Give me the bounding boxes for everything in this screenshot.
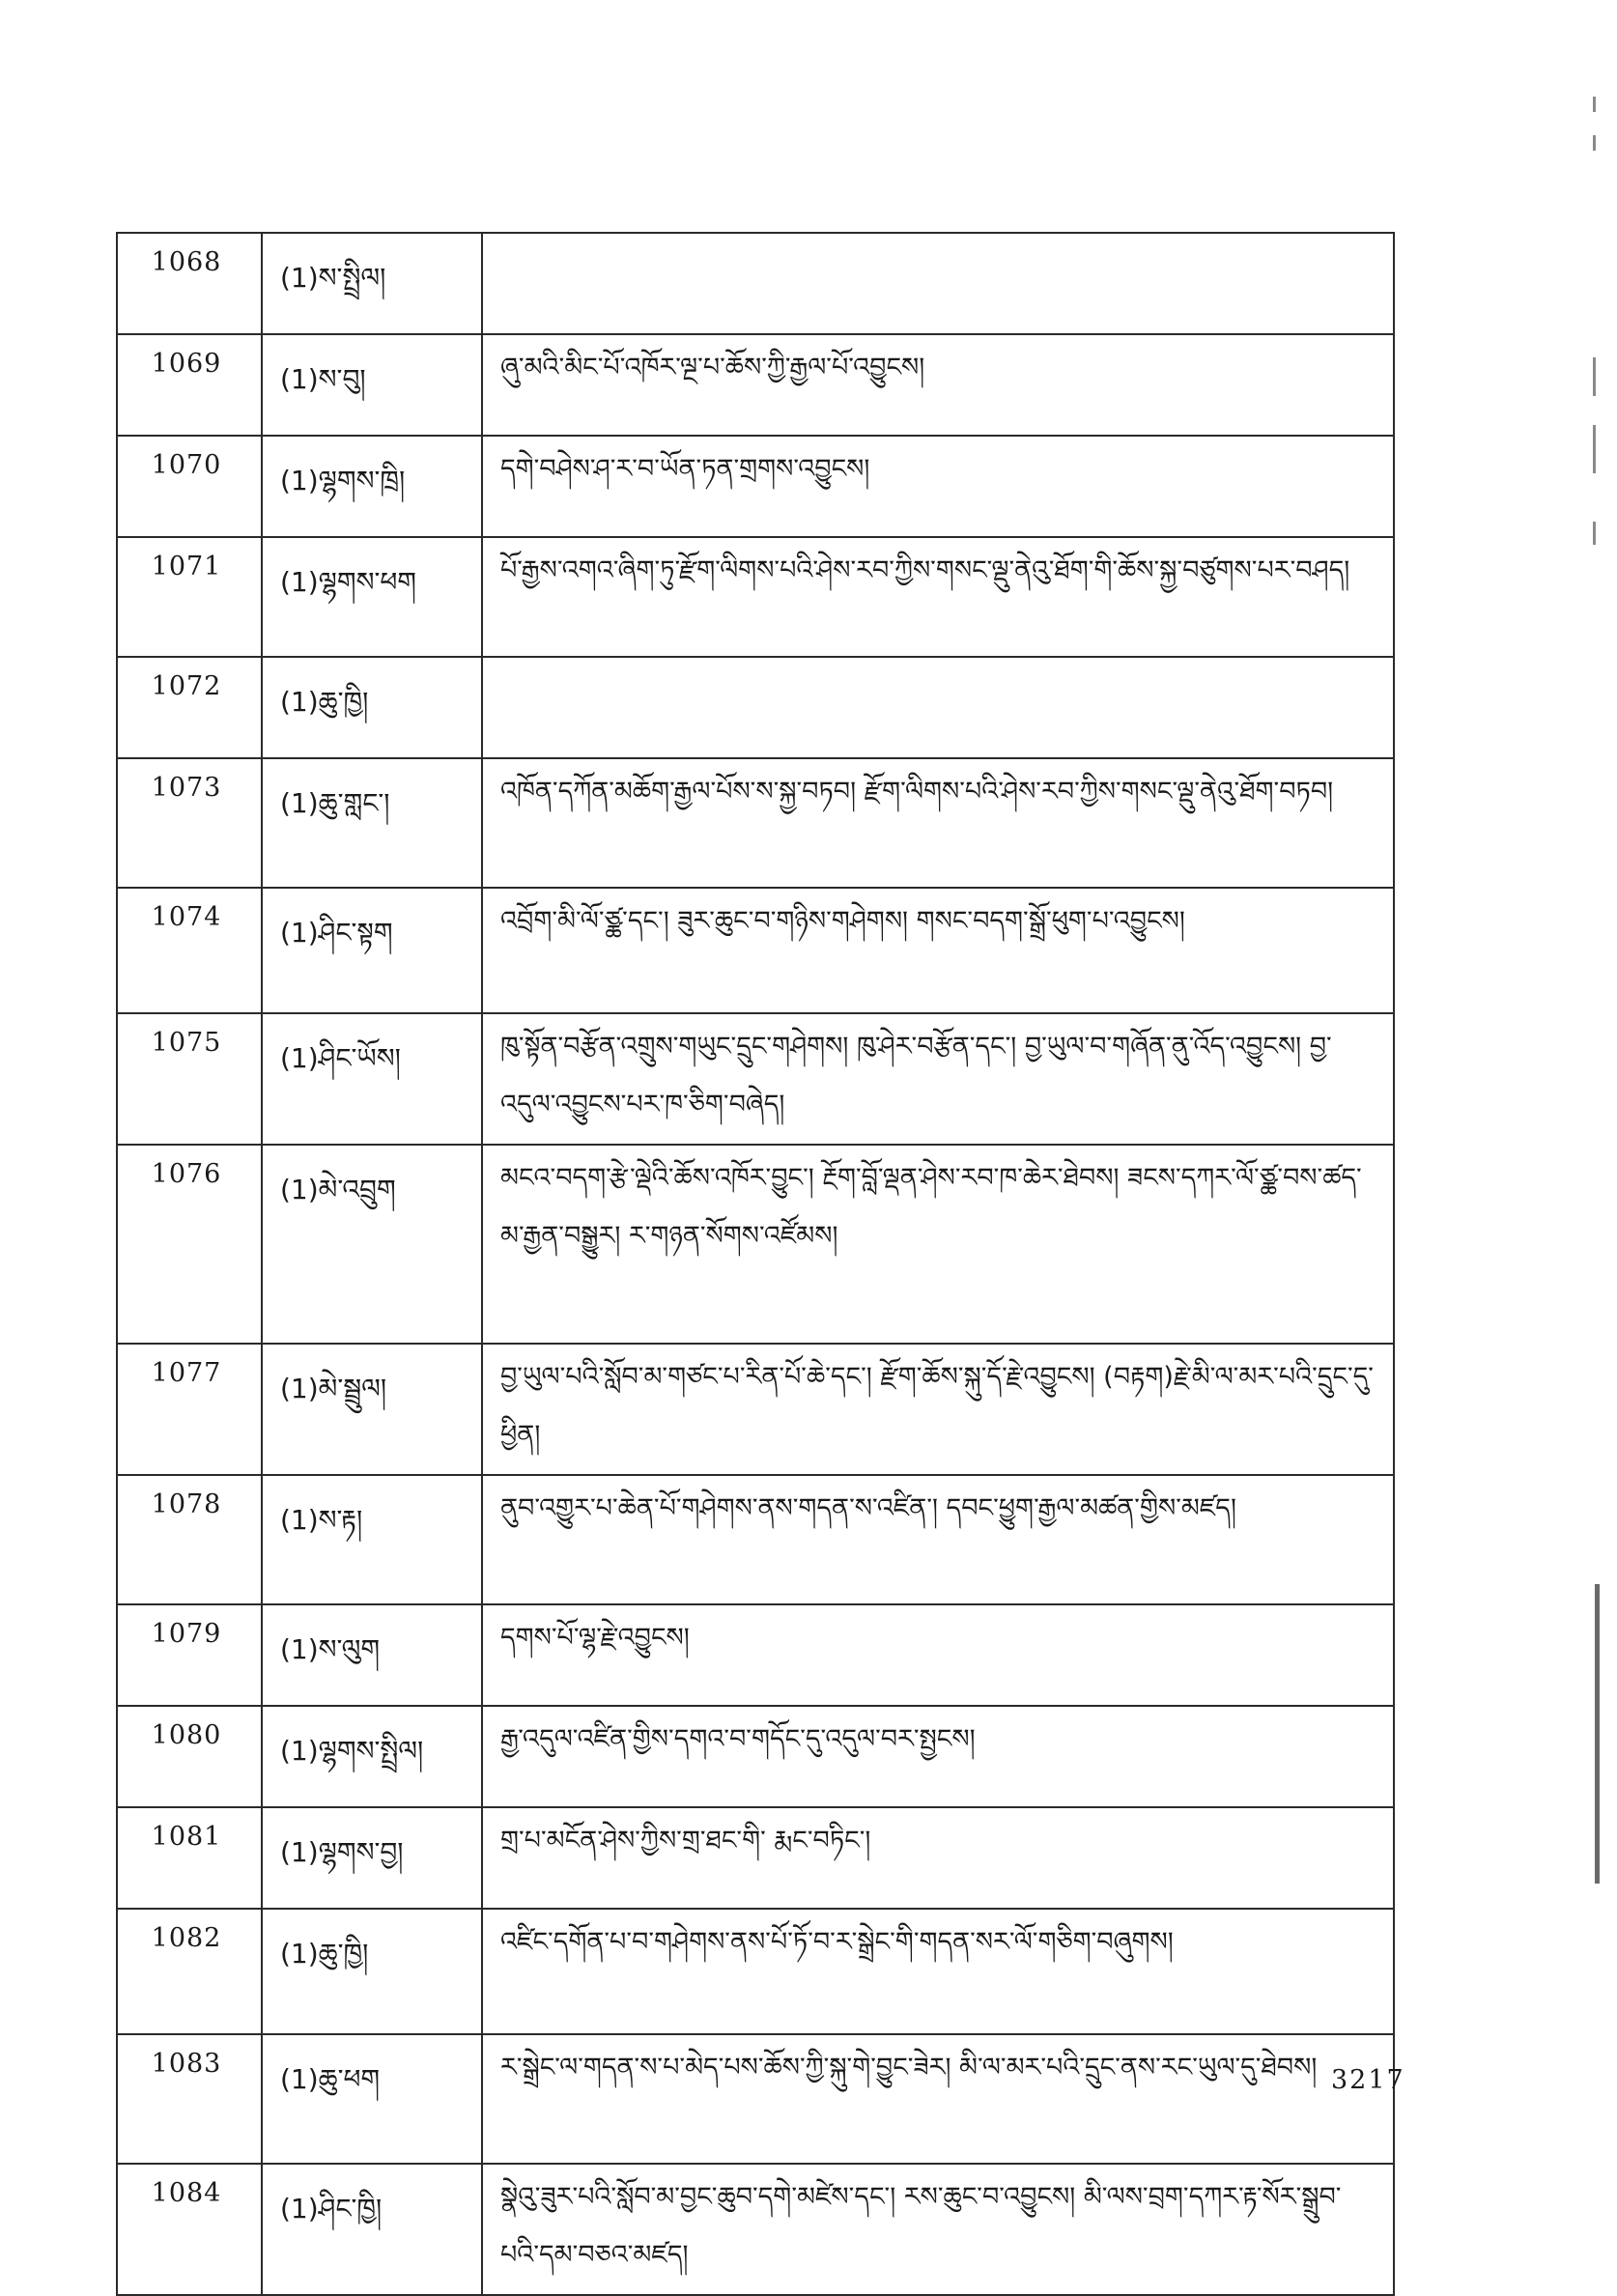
year-label: (1)ཆུ་གླང་། — [262, 758, 482, 888]
year-number: 1078 — [117, 1475, 262, 1604]
table-row — [117, 1604, 1394, 1706]
year-number: 1073 — [117, 758, 262, 888]
table-row — [117, 1013, 1394, 1145]
year-number: 1069 — [117, 334, 262, 436]
table-row — [117, 758, 1394, 888]
page-number: 3217 — [1331, 2065, 1405, 2095]
year-label: (1)ཤིང་ཡོས། — [262, 1013, 482, 1145]
year-number: 1084 — [117, 2164, 262, 2295]
table-row — [117, 1475, 1394, 1604]
year-label: (1)ས་བུ། — [262, 334, 482, 436]
year-number: 1081 — [117, 1807, 262, 1909]
year-label: (1)ཆུ་ཁྱི། — [262, 1909, 482, 2034]
entry-text: ཞུ་མའི་མིང་པོ་འཁོར་ལྔ་པ་ཆོས་ཀྱི་རྒྱལ་པོ་འབྱུངས། — [482, 334, 1394, 436]
table-row — [117, 1807, 1394, 1909]
scan-edge-mark — [1595, 1584, 1600, 1884]
entry-text: འཛིང་དགོན་པ་བ་གཤེགས་ནས་པོ་ཏོ་བ་ར་སྒྲེང་གི་གདན་སར་ལོ་གཅིག་བཞུགས། — [482, 1909, 1394, 2034]
year-number: 1068 — [117, 233, 262, 334]
year-label: (1)མེ་སྦྲུལ། — [262, 1344, 482, 1475]
chronology-table — [116, 232, 1395, 2296]
scan-edge-mark — [1593, 97, 1596, 112]
year-label: (1)ལྷགས་བྱ། — [262, 1807, 482, 1909]
year-label: (1)ས་སྤྲིལ། — [262, 233, 482, 334]
entry-text: རྒྱ་འདུལ་འཛིན་གྱིས་དགའ་བ་གདོང་དུ་འདུལ་བར་སྤྱངས། — [482, 1706, 1394, 1807]
scan-edge-mark — [1593, 522, 1596, 545]
entry-text: ནུབ་འགྱུར་པ་ཆེན་པོ་གཤེགས་ནས་གདན་ས་འཛིན་། དབང་ཕྱུག་རྒྱལ་མཚན་གྱིས་མཛད། — [482, 1475, 1394, 1604]
year-label: (1)ས་རྟ། — [262, 1475, 482, 1604]
year-number: 1079 — [117, 1604, 262, 1706]
scan-edge-mark — [1593, 357, 1596, 396]
year-label: (1)ལྷགས་ཁྲི། — [262, 436, 482, 537]
table-row — [117, 888, 1394, 1013]
entry-text: བྱ་ཡུལ་པའི་སློབ་མ་གཙང་པ་རིན་པོ་ཆེ་དང་། རྫོག་ཆོས་སྐུ་དོ་རྗེ་འབྱུངས། (བརྟག)རྗེ་མི་ལ་མར་པའི་དྲུང་དུ་ཕྱིན། — [482, 1344, 1394, 1475]
year-number: 1077 — [117, 1344, 262, 1475]
year-label: (1)མེ་འབྲུག — [262, 1145, 482, 1344]
entry-text: འཁོན་དཀོན་མཆོག་རྒྱལ་པོས་ས་སྐྱ་བཏབ། རྫོག་ལིགས་པའི་ཤེས་རབ་ཀྱིས་གསང་ལྡུ་ནེའུ་ཐོག་བཏབ། — [482, 758, 1394, 888]
year-label: (1)ཆུ་ཕག — [262, 2034, 482, 2164]
entry-text: སྣེའུ་ཟུར་པའི་སློབ་མ་བྱང་ཆུབ་དགེ་མཛེས་དང་། རས་ཆུང་བ་འབྱུངས། མི་ལས་བྲག་དཀར་རྟ་སོར་སྒྲུབ་པའི་དམ་བཅའ་མཛད། — [482, 2164, 1394, 2295]
year-number: 1082 — [117, 1909, 262, 2034]
year-number: 1075 — [117, 1013, 262, 1145]
year-label: (1)ལྷགས་ཕག — [262, 537, 482, 657]
table-row — [117, 537, 1394, 657]
year-label: (1)ཤིང་སྟག — [262, 888, 482, 1013]
table-row — [117, 436, 1394, 537]
table-row — [117, 233, 1394, 334]
entry-text — [482, 657, 1394, 758]
entry-text: གྲ་པ་མངོན་ཤེས་ཀྱིས་གྲ་ཐང་གི་ རྨང་བཏིང་། — [482, 1807, 1394, 1909]
year-number: 1070 — [117, 436, 262, 537]
year-number: 1080 — [117, 1706, 262, 1807]
entry-text: ར་སྒྲེང་ལ་གདན་ས་པ་མེད་པས་ཆོས་ཀྱི་སྐུ་གེ་བྱུང་ཟེར། མི་ལ་མར་པའི་དྲུང་ནས་རང་ཡུལ་དུ་ཐེབས། — [482, 2034, 1394, 2164]
table-row — [117, 1909, 1394, 2034]
entry-text: དགས་པོ་ལྷ་རྗེ་འབྱུངས། — [482, 1604, 1394, 1706]
year-number: 1071 — [117, 537, 262, 657]
table-row — [117, 2034, 1394, 2164]
entry-text: ཁུ་སྟོན་བརྩོན་འགྲུས་གཡུང་དྲུང་གཤེགས། ཁུ་ཤེར་བརྩོན་དང་། བྱ་ཡུལ་བ་གཞོན་ནུ་འོད་འབྱུངས། བྱ་འདུལ་འབྱུངས་པར་ཁ་ཅིག་བཞེད། — [482, 1013, 1394, 1145]
table-row — [117, 334, 1394, 436]
scan-edge-mark — [1593, 425, 1596, 473]
table-row — [117, 1145, 1394, 1344]
year-number: 1072 — [117, 657, 262, 758]
year-number: 1074 — [117, 888, 262, 1013]
year-label: (1)ལྷགས་སྤྲིལ། — [262, 1706, 482, 1807]
entry-text — [482, 233, 1394, 334]
table-row — [117, 1706, 1394, 1807]
entry-text: མངའ་བདག་རྩེ་ལྡེའི་ཆོས་འཁོར་བྱུང་། རྔོག་བློ་ལྡན་ཤེས་རབ་ཁ་ཆེར་ཐེབས། ཟངས་དཀར་ལོ་ཙྪ་བས་ཚད་མ་རྒྱན་བསྒྱུར། ར་གཉན་སོགས་འཛོམས། — [482, 1145, 1394, 1344]
year-label: (1)ས་ལུག — [262, 1604, 482, 1706]
entry-text: པོ་རྒྱས་འགའ་ཞིག་ཏུ་རྫོག་ལིགས་པའི་ཤེས་རབ་ཀྱིས་གསང་ལྡུ་ནེའུ་ཐོག་གི་ཆོས་སྐྱ་བཙུགས་པར་བཤད། — [482, 537, 1394, 657]
table-row — [117, 2164, 1394, 2295]
table-row — [117, 657, 1394, 758]
year-label: (1)ཤིང་ཁྱི། — [262, 2164, 482, 2295]
entry-text: འབྲོག་མི་ལོ་ཙྪ་དང་། ཟུར་ཆུང་བ་གཉིས་གཤེགས། གསང་བདག་སྒྲོ་ཕུག་པ་འབྱུངས། — [482, 888, 1394, 1013]
year-number: 1076 — [117, 1145, 262, 1344]
year-label: (1)ཆུ་ཁྱི། — [262, 657, 482, 758]
table-row — [117, 1344, 1394, 1475]
entry-text: དགེ་བཤེས་ཤ་ར་བ་ཡོན་ཏན་གྲགས་འབྱུངས། — [482, 436, 1394, 537]
year-number: 1083 — [117, 2034, 262, 2164]
scan-edge-mark — [1593, 135, 1596, 151]
